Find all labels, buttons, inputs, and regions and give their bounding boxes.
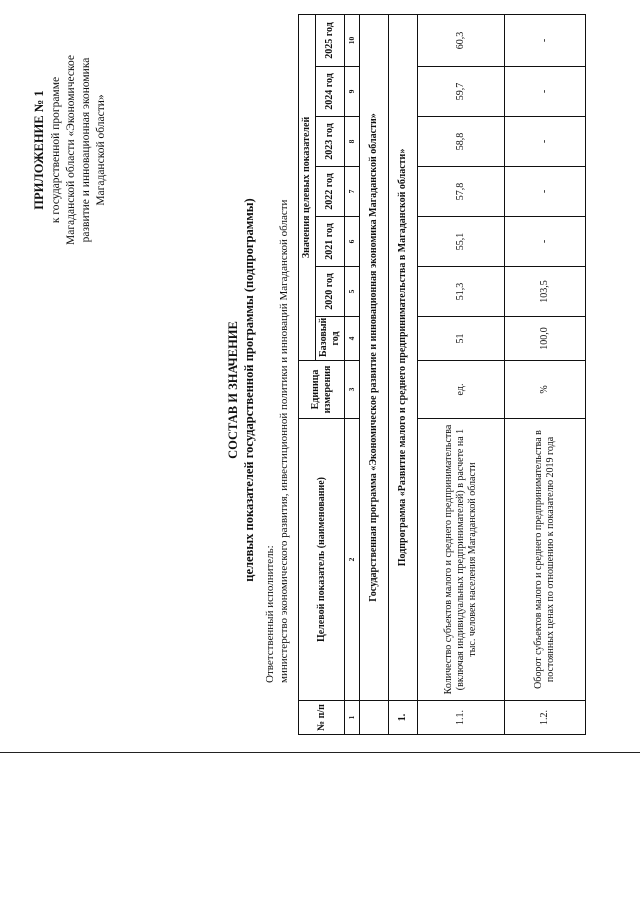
responsible-executor (263, 43, 291, 683)
row-indicator-name: Количество субъектов малого и среднего предпринимательства (включая индивидуальных предпринимателей) в расчете на 1 тыс. человек населения Магаданской области (418, 419, 505, 701)
row-value: - (505, 14, 586, 66)
appendix-line: развитие и инновационная экономика (80, 57, 92, 243)
row-indicator-name: Оборот субъектов малого и среднего предпринимательства в постоянных ценах по отношению к показателю 2019 года (505, 419, 586, 701)
appendix-line: Магаданской области» (95, 94, 107, 206)
appendix-title: ПРИЛОЖЕНИЕ № 1 (32, 90, 46, 210)
appendix-line: Магаданской области «Экономическое (65, 55, 77, 245)
row-value: 51 (418, 317, 505, 361)
program-row (360, 14, 389, 734)
header-base-year: Базовый год (316, 317, 345, 361)
column-number: 4 (345, 317, 360, 361)
column-number: 5 (345, 267, 360, 317)
appendix-line: к государственной программе (50, 76, 62, 224)
column-number-row (345, 14, 360, 734)
column-number: 6 (345, 217, 360, 267)
row-num: 1.1. (418, 701, 505, 735)
header-name: Целевой показатель (наименование) (299, 419, 345, 701)
header-year: 2020 год (316, 267, 345, 317)
row-value: 60,3 (418, 14, 505, 66)
row-unit: ед. (418, 361, 505, 419)
heading-line-2: целевых показателей государственной программы (подпрограммы) (242, 198, 256, 582)
row-value: - (505, 167, 586, 217)
rotated-page (20, 15, 640, 765)
row-value: 100,0 (505, 317, 586, 361)
subprogram-row (389, 14, 418, 734)
header-year: 2023 год (316, 117, 345, 167)
column-number: 1 (345, 701, 360, 735)
row-value: 59,7 (418, 67, 505, 117)
header-unit: Единица измерения (299, 361, 345, 419)
header-year: 2025 год (316, 14, 345, 66)
table-row (505, 14, 586, 734)
row-num: 1.2. (505, 701, 586, 735)
heading-line-1: СОСТАВ И ЗНАЧЕНИЕ (226, 321, 240, 459)
row-value: 51,3 (418, 267, 505, 317)
program-num-cell (360, 701, 389, 735)
column-number: 8 (345, 117, 360, 167)
table-row (418, 14, 505, 734)
column-number: 7 (345, 167, 360, 217)
header-values-group: Значения целевых показателей (299, 14, 316, 360)
document-heading (225, 15, 257, 765)
header-row-1 (299, 14, 316, 734)
column-number: 10 (345, 14, 360, 66)
row-unit: % (505, 361, 586, 419)
row-value: 57,8 (418, 167, 505, 217)
column-number: 2 (345, 419, 360, 701)
header-year: 2022 год (316, 167, 345, 217)
indicators-table (298, 14, 586, 735)
header-num: № п/п (299, 701, 345, 735)
responsible-label: Ответственный исполнитель: (264, 545, 276, 683)
subprogram-num: 1. (389, 701, 418, 735)
program-title: Государственная программа «Экономическое развитие и инновационная экономика Магаданской области» (360, 14, 389, 700)
appendix-block (32, 15, 109, 285)
row-value: 58,8 (418, 117, 505, 167)
page-separator-line (0, 752, 640, 753)
column-number: 3 (345, 361, 360, 419)
subprogram-title: Подпрограмма «Развитие малого и среднего предпринимательства в Магаданской области» (389, 14, 418, 700)
row-value: 55,1 (418, 217, 505, 267)
row-value: - (505, 67, 586, 117)
row-value: 103,5 (505, 267, 586, 317)
row-value: - (505, 217, 586, 267)
row-value: - (505, 117, 586, 167)
header-year: 2024 год (316, 67, 345, 117)
responsible-value: министерство экономического развития, инвестиционной политики и инноваций Магаданской области (278, 199, 290, 683)
header-year: 2021 год (316, 217, 345, 267)
column-number: 9 (345, 67, 360, 117)
